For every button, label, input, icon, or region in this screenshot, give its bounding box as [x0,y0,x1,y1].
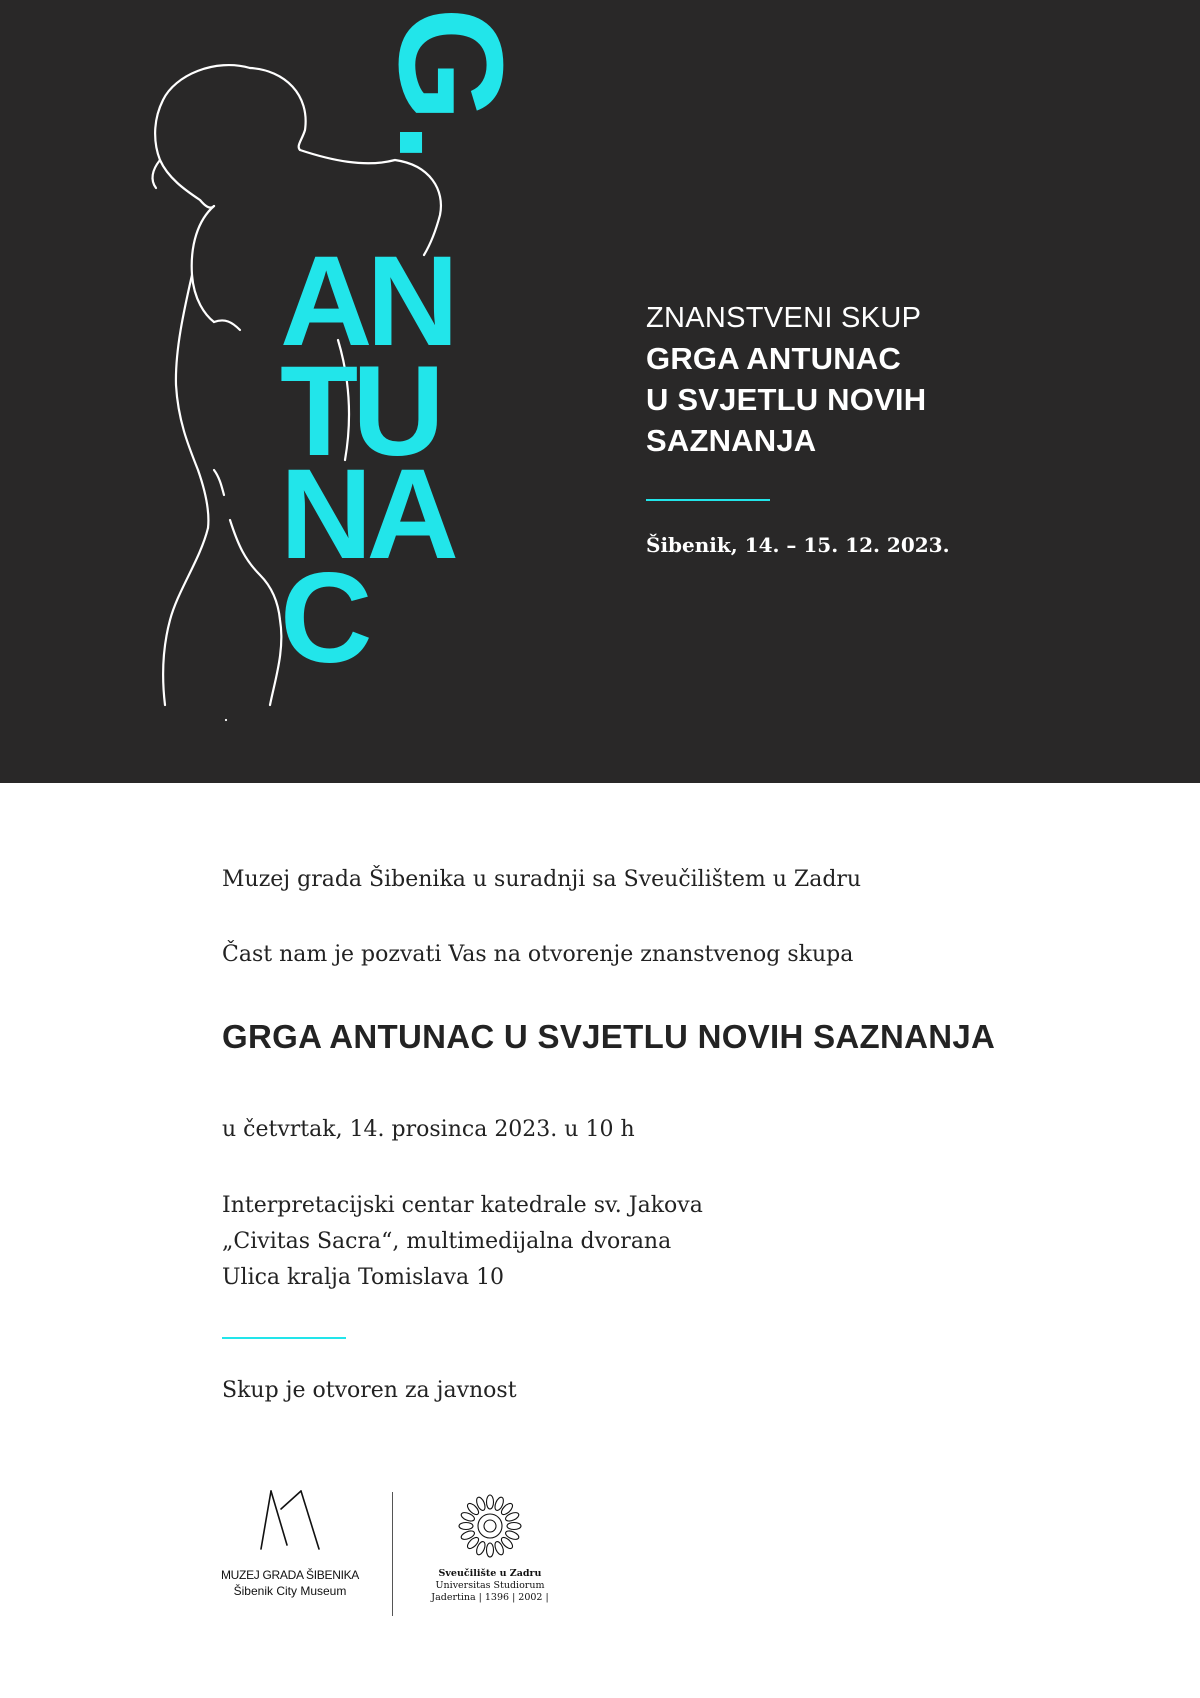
museum-logo [210,1480,370,1610]
university-seal-icon [446,1490,534,1562]
university-name: Sveučilište u Zadru [438,1568,542,1579]
hero-title [646,338,1086,461]
hero-title-line: U SVJETLU NOVIH [646,382,927,417]
hero-text-block [646,300,1086,557]
letters-row-an: AN [280,230,453,373]
hero-title-line: GRGA ANTUNAC [646,341,901,376]
venue-line: Interpretacijski centar katedrale sv. Jakova [222,1193,703,1218]
letters-row-g: G. [368,6,533,164]
invite-text: Čast nam je pozvati Vas na otvorenje znanstvenog skupa [222,942,854,967]
hero-banner [0,0,1200,783]
antunac-letter-stack [280,7,533,690]
hero-kicker: ZNANSTVENI SKUP [646,302,922,334]
venue-line: „Civitas Sacra“, multimedijalna dvorana [222,1229,672,1254]
organizers-text: Muzej grada Šibenika u suradnji sa Sveučilištem u Zadru [222,867,862,892]
event-title: GRGA ANTUNAC U SVJETLU NOVIH SAZNANJA [222,1018,996,1055]
letters-row-na: NA [280,443,453,586]
museum-subtitle: Šibenik City Museum [233,1584,347,1598]
university-latin-name: Universitas Studiorum [435,1580,545,1591]
logo-divider [392,1492,393,1616]
letters-row-tu: TU [280,340,439,483]
public-note: Skup je otvoren za javnost [222,1378,517,1403]
event-datetime: u četvrtak, 14. prosinca 2023. u 10 h [222,1117,635,1142]
partner-logos [0,1480,1200,1660]
museum-name: MUZEJ GRADA ŠIBENIKA [220,1568,360,1582]
hero-date: Šibenik, 14. – 15. 12. 2023. [646,533,950,557]
museum-m-logo-icon [257,1487,323,1551]
body-divider [222,1337,346,1339]
venue-line: Ulica kralja Tomislava 10 [222,1265,505,1290]
hero-title-line: SAZNANJA [646,423,817,458]
hero-divider [646,499,770,501]
university-logo [420,1480,560,1610]
university-years: Jadertina | 1396 | 2002 | [431,1592,549,1603]
letters-row-c: C [280,547,373,690]
venue-address [222,1188,703,1296]
